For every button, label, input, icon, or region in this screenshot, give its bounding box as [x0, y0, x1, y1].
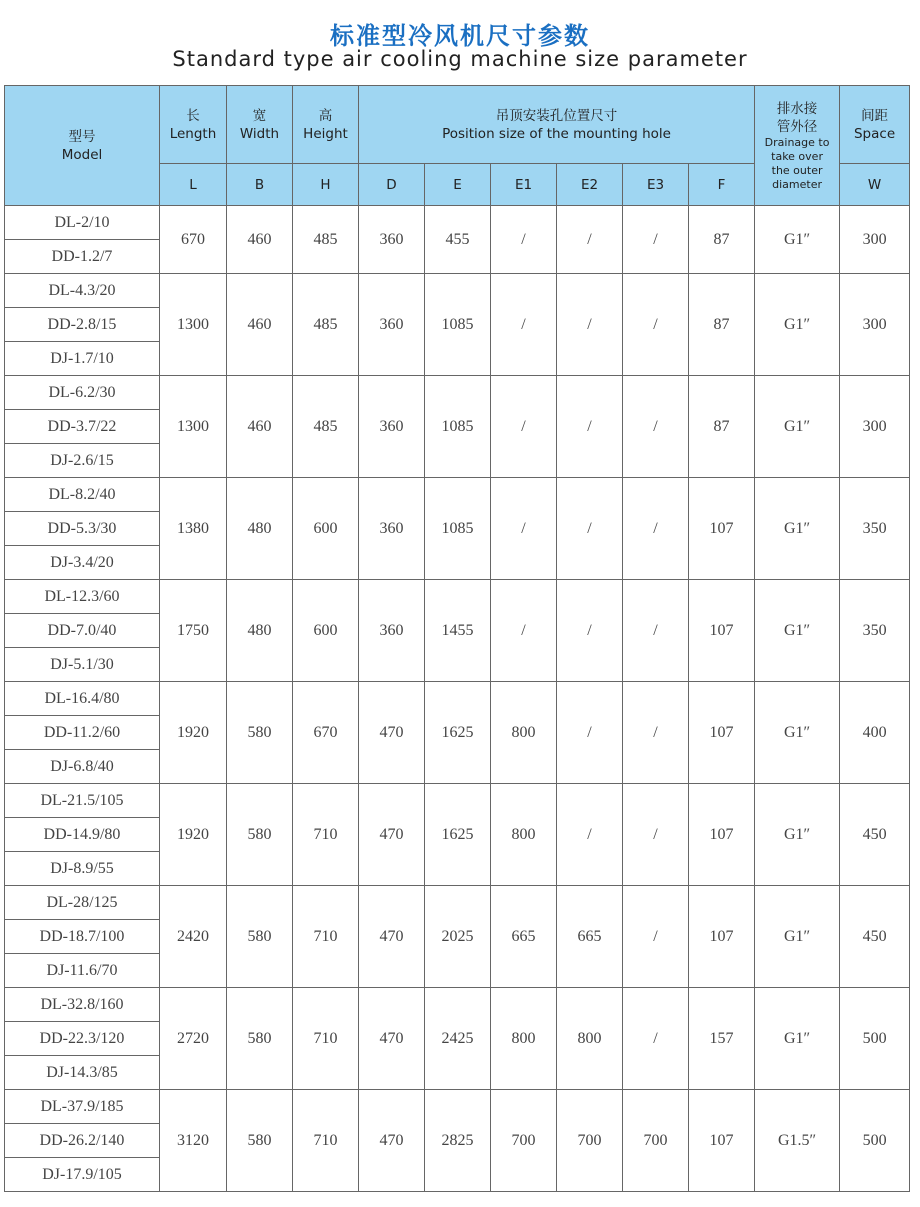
model-cell: DD-18.7/100: [5, 920, 160, 954]
value-cell: 470: [359, 682, 425, 784]
value-cell: /: [557, 478, 623, 580]
value-cell: 1455: [425, 580, 491, 682]
header-W: W: [840, 164, 910, 206]
value-cell: 580: [227, 784, 293, 886]
value-cell: G1″: [755, 478, 840, 580]
model-cell: DJ-2.6/15: [5, 444, 160, 478]
model-cell: DL-37.9/185: [5, 1090, 160, 1124]
header-E: E: [425, 164, 491, 206]
header-hole-cn: 吊顶安装孔位置尺寸: [495, 107, 618, 124]
value-cell: G1″: [755, 376, 840, 478]
header-space-cn: 间距: [861, 107, 889, 124]
header-drain-cn1: 排水接: [776, 100, 818, 117]
value-cell: 360: [359, 274, 425, 376]
model-cell: DJ-14.3/85: [5, 1056, 160, 1090]
value-cell: 2425: [425, 988, 491, 1090]
header-E3: E3: [623, 164, 689, 206]
value-cell: 710: [293, 886, 359, 988]
value-cell: 360: [359, 580, 425, 682]
value-cell: /: [557, 376, 623, 478]
value-cell: 1300: [160, 376, 227, 478]
table-row: [5, 478, 910, 512]
value-cell: 360: [359, 478, 425, 580]
value-cell: 710: [293, 784, 359, 886]
value-cell: /: [623, 206, 689, 274]
model-cell: DL-8.2/40: [5, 478, 160, 512]
value-cell: 470: [359, 988, 425, 1090]
header-width-en: Width: [239, 125, 280, 142]
value-cell: G1″: [755, 274, 840, 376]
model-cell: DL-28/125: [5, 886, 160, 920]
model-cell: DD-26.2/140: [5, 1124, 160, 1158]
header-mounting-hole: [359, 86, 755, 164]
value-cell: 2420: [160, 886, 227, 988]
value-cell: 710: [293, 988, 359, 1090]
value-cell: G1″: [755, 682, 840, 784]
header-E1: E1: [491, 164, 557, 206]
value-cell: 670: [293, 682, 359, 784]
value-cell: 470: [359, 784, 425, 886]
header-drain-en4: diameter: [772, 177, 822, 191]
value-cell: 2025: [425, 886, 491, 988]
value-cell: G1″: [755, 206, 840, 274]
value-cell: 2720: [160, 988, 227, 1090]
model-cell: DL-12.3/60: [5, 580, 160, 614]
value-cell: 470: [359, 886, 425, 988]
value-cell: /: [623, 376, 689, 478]
value-cell: G1″: [755, 784, 840, 886]
model-cell: DJ-1.7/10: [5, 342, 160, 376]
value-cell: 300: [840, 376, 910, 478]
model-cell: DL-4.3/20: [5, 274, 160, 308]
value-cell: /: [623, 886, 689, 988]
value-cell: 450: [840, 784, 910, 886]
model-cell: DD-3.7/22: [5, 410, 160, 444]
value-cell: /: [623, 988, 689, 1090]
value-cell: 400: [840, 682, 910, 784]
header-drain-en3: the outer: [771, 163, 823, 177]
value-cell: 3120: [160, 1090, 227, 1192]
value-cell: 710: [293, 1090, 359, 1192]
value-cell: 600: [293, 478, 359, 580]
value-cell: G1″: [755, 988, 840, 1090]
value-cell: /: [491, 580, 557, 682]
value-cell: /: [623, 580, 689, 682]
header-drain-en1: Drainage to: [764, 135, 830, 149]
page-title-en: Standard type air cooling machine size parameter: [172, 47, 748, 71]
model-cell: DL-16.4/80: [5, 682, 160, 716]
header-space: [840, 86, 910, 164]
model-cell: DD-1.2/7: [5, 240, 160, 274]
value-cell: 1300: [160, 274, 227, 376]
value-cell: /: [491, 206, 557, 274]
model-cell: DL-2/10: [5, 206, 160, 240]
model-cell: DD-2.8/15: [5, 308, 160, 342]
value-cell: /: [557, 784, 623, 886]
table-row: [5, 988, 910, 1022]
header-drain-cn2: 管外径: [776, 118, 818, 135]
value-cell: 485: [293, 376, 359, 478]
header-height-en: Height: [303, 125, 348, 142]
header-length-en: Length: [169, 125, 217, 142]
value-cell: /: [491, 274, 557, 376]
page-title-cn: 标准型冷风机尺寸参数: [330, 22, 590, 50]
value-cell: 580: [227, 988, 293, 1090]
value-cell: 800: [491, 988, 557, 1090]
model-cell: DJ-3.4/20: [5, 546, 160, 580]
value-cell: /: [491, 376, 557, 478]
value-cell: 580: [227, 682, 293, 784]
value-cell: G1.5″: [755, 1090, 840, 1192]
value-cell: 1085: [425, 376, 491, 478]
size-parameter-table: [4, 85, 910, 1192]
value-cell: 1920: [160, 682, 227, 784]
value-cell: 460: [227, 274, 293, 376]
value-cell: 480: [227, 478, 293, 580]
value-cell: 485: [293, 274, 359, 376]
value-cell: 580: [227, 886, 293, 988]
value-cell: 107: [689, 682, 755, 784]
table-row: [5, 886, 910, 920]
value-cell: /: [623, 274, 689, 376]
value-cell: 360: [359, 206, 425, 274]
header-length: [160, 86, 227, 164]
value-cell: 1380: [160, 478, 227, 580]
model-cell: DL-21.5/105: [5, 784, 160, 818]
value-cell: 350: [840, 478, 910, 580]
value-cell: 1085: [425, 478, 491, 580]
header-F: F: [689, 164, 755, 206]
model-cell: DD-7.0/40: [5, 614, 160, 648]
value-cell: 157: [689, 988, 755, 1090]
value-cell: 670: [160, 206, 227, 274]
header-E2: E2: [557, 164, 623, 206]
model-cell: DL-6.2/30: [5, 376, 160, 410]
value-cell: 485: [293, 206, 359, 274]
model-cell: DD-5.3/30: [5, 512, 160, 546]
value-cell: /: [623, 682, 689, 784]
value-cell: 470: [359, 1090, 425, 1192]
value-cell: 1750: [160, 580, 227, 682]
value-cell: 500: [840, 988, 910, 1090]
table-body: [5, 206, 910, 1192]
value-cell: 800: [491, 682, 557, 784]
header-L: L: [160, 164, 227, 206]
value-cell: 1920: [160, 784, 227, 886]
value-cell: 107: [689, 1090, 755, 1192]
value-cell: /: [557, 580, 623, 682]
table-row: [5, 784, 910, 818]
value-cell: 87: [689, 376, 755, 478]
value-cell: 460: [227, 376, 293, 478]
table-row: [5, 1090, 910, 1124]
header-width: [227, 86, 293, 164]
value-cell: 665: [557, 886, 623, 988]
model-cell: DJ-8.9/55: [5, 852, 160, 886]
table-row: [5, 206, 910, 240]
header-B: B: [227, 164, 293, 206]
value-cell: 480: [227, 580, 293, 682]
header-height-cn: 高: [318, 107, 333, 124]
value-cell: 665: [491, 886, 557, 988]
header-drainage: [755, 86, 840, 206]
header-height: [293, 86, 359, 164]
value-cell: 300: [840, 274, 910, 376]
value-cell: 455: [425, 206, 491, 274]
model-cell: DD-22.3/120: [5, 1022, 160, 1056]
value-cell: 450: [840, 886, 910, 988]
value-cell: /: [623, 478, 689, 580]
value-cell: 700: [623, 1090, 689, 1192]
model-cell: DJ-11.6/70: [5, 954, 160, 988]
table-row: [5, 682, 910, 716]
header-model-en: Model: [61, 146, 103, 163]
value-cell: 107: [689, 478, 755, 580]
table-row: [5, 274, 910, 308]
value-cell: 700: [557, 1090, 623, 1192]
model-cell: DD-11.2/60: [5, 716, 160, 750]
value-cell: 87: [689, 274, 755, 376]
header-model-cn: 型号: [68, 128, 96, 145]
value-cell: /: [623, 784, 689, 886]
header-drain-en2: take over: [771, 149, 823, 163]
value-cell: /: [557, 682, 623, 784]
header-H: H: [293, 164, 359, 206]
value-cell: 1085: [425, 274, 491, 376]
header-hole-en: Position size of the mounting hole: [442, 125, 671, 142]
table-row: [5, 376, 910, 410]
header-length-cn: 长: [186, 107, 200, 124]
value-cell: /: [491, 478, 557, 580]
value-cell: 300: [840, 206, 910, 274]
value-cell: 1625: [425, 682, 491, 784]
value-cell: 600: [293, 580, 359, 682]
model-cell: DD-14.9/80: [5, 818, 160, 852]
header-space-en: Space: [853, 125, 896, 142]
header-model: [5, 86, 160, 206]
value-cell: 1625: [425, 784, 491, 886]
value-cell: 107: [689, 886, 755, 988]
value-cell: 800: [557, 988, 623, 1090]
value-cell: 107: [689, 580, 755, 682]
value-cell: 500: [840, 1090, 910, 1192]
value-cell: 2825: [425, 1090, 491, 1192]
value-cell: 460: [227, 206, 293, 274]
value-cell: G1″: [755, 886, 840, 988]
value-cell: 360: [359, 376, 425, 478]
model-cell: DJ-17.9/105: [5, 1158, 160, 1192]
model-cell: DJ-5.1/30: [5, 648, 160, 682]
model-cell: DL-32.8/160: [5, 988, 160, 1022]
header-width-cn: 宽: [252, 107, 267, 124]
value-cell: 87: [689, 206, 755, 274]
value-cell: /: [557, 206, 623, 274]
value-cell: 580: [227, 1090, 293, 1192]
value-cell: 700: [491, 1090, 557, 1192]
value-cell: G1″: [755, 580, 840, 682]
model-cell: DJ-6.8/40: [5, 750, 160, 784]
value-cell: 800: [491, 784, 557, 886]
value-cell: /: [557, 274, 623, 376]
value-cell: 107: [689, 784, 755, 886]
value-cell: 350: [840, 580, 910, 682]
table-row: [5, 580, 910, 614]
header-D: D: [359, 164, 425, 206]
